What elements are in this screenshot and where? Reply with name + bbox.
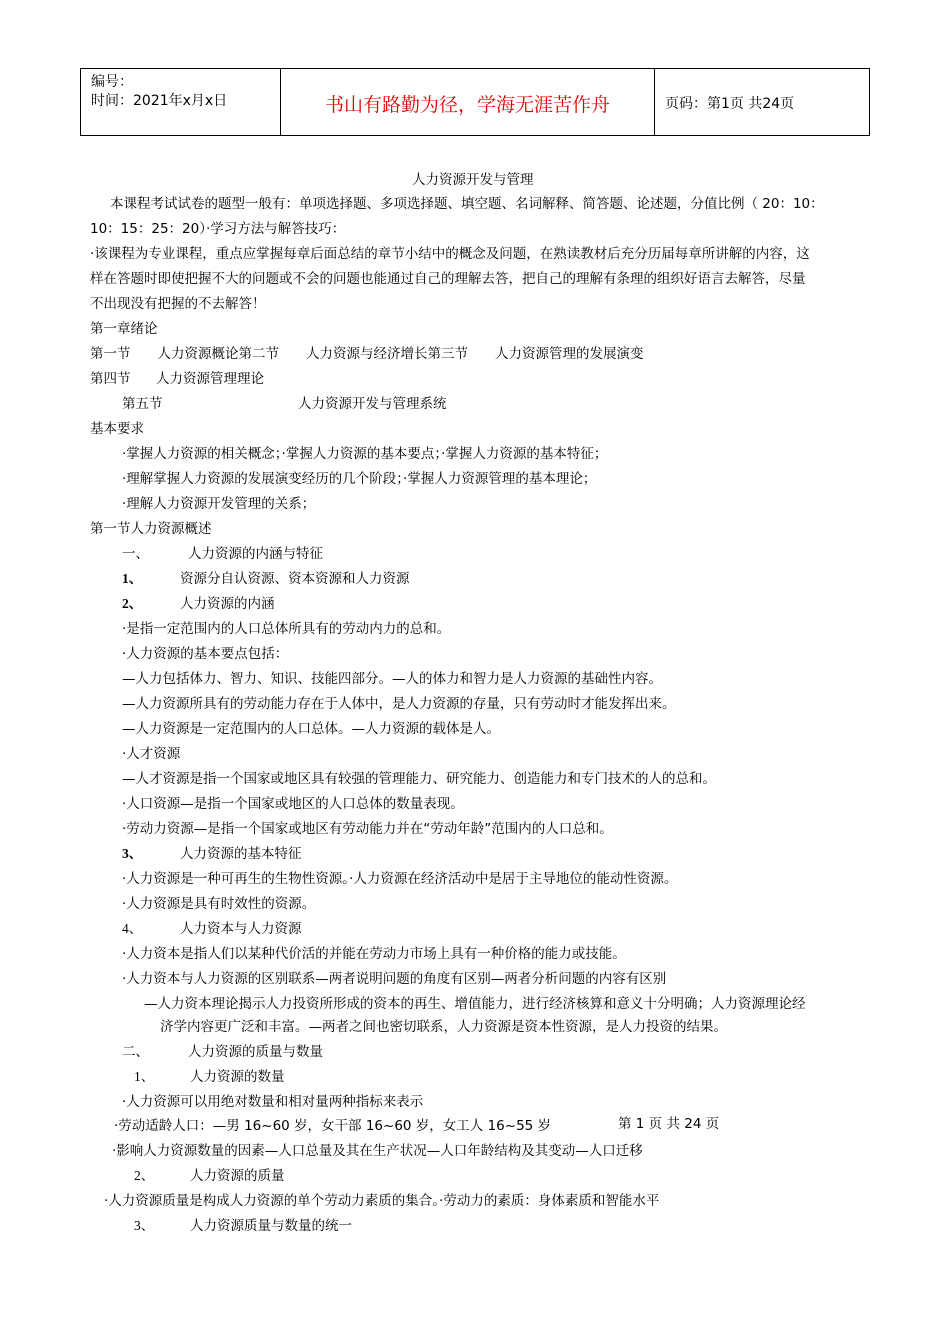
- tip-line-2: 样在答题时即使把握不大的问题或不会的问题也能通过自己的理解去答，把自己的理解有条理的组织好语言去解答，尽量: [90, 271, 806, 287]
- item-3-title: 人力资源的基本特征: [180, 846, 302, 862]
- feature-line-1: ·人力资源是一种可再生的生物性资源。·人力资源在经济活动中是居于主导地位的能动性资源。: [122, 871, 678, 887]
- quantity-item-1-title: 人力资源的数量: [190, 1069, 285, 1085]
- header-page-cell: [655, 69, 869, 135]
- talent-resource-label: ·人才资源: [122, 746, 181, 762]
- quantity-item-2-title: 人力资源的质量: [190, 1168, 285, 1184]
- capital-line-3a: —人力资本理论揭示人力投资所形成的资本的再生、增值能力，进行经济核算和意义十分明确；人力资源理论经: [144, 996, 806, 1012]
- tip-line-1: ·该课程为专业课程，重点应掌握每章后面总结的章节小结中的概念及问题，在熟读教材后充分历届每章所讲解的内容，这: [90, 246, 810, 262]
- intro-line-1: 本课程考试试卷的题型一般有：单项选择题、多项选择题、填空题、名词解释、简答题、论述题，分值比例（ 20：10：: [110, 196, 824, 212]
- sections-line: 第一节 人力资源概论第二节 人力资源与经济增长第三节 人力资源管理的发展演变: [90, 346, 644, 362]
- part-1-number: 一、: [122, 546, 149, 562]
- part-2-number: 二、: [122, 1044, 149, 1060]
- section-1-heading: 第一节人力资源概述: [90, 521, 212, 537]
- capital-line-1: ·人力资本是指人们以某种代价活的并能在劳动力市场上具有一种价格的能力或技能。: [122, 946, 626, 962]
- header-table: [80, 68, 870, 136]
- item-4-title: 人力资本与人力资源: [180, 921, 302, 937]
- capital-line-2: ·人力资本与人力资源的区别联系—两者说明问题的角度有区别—两者分析问题的内容有区别: [122, 971, 667, 987]
- page-indicator: 页码：第1页 共24页: [665, 96, 795, 112]
- requirement-line-3: ·理解人力资源开发管理的关系；: [122, 496, 316, 512]
- section-5-title: 人力资源开发与管理系统: [298, 396, 447, 412]
- talent-resource-definition: —人才资源是指一个国家或地区具有较强的管理能力、研究能力、创造能力和专门技术的人的总和。: [122, 771, 716, 787]
- chapter-heading: 第一章绪论: [90, 321, 158, 337]
- document-date: 时间：2021年x月x日: [91, 93, 228, 109]
- motto: 书山有路勤为径，学海无涯苦作舟: [324, 94, 610, 116]
- part-2-title: 人力资源的质量与数量: [188, 1044, 323, 1060]
- requirement-line-1: ·掌握人力资源的相关概念；·掌握人力资源的基本要点；·掌握人力资源的基本特征；: [122, 446, 608, 462]
- quantity-item-3-number: 3、: [134, 1218, 155, 1233]
- item-4-number: 4、: [122, 921, 143, 936]
- item-2-title: 人力资源的内涵: [180, 596, 275, 612]
- header-motto-cell: [281, 69, 655, 135]
- labor-resource-line: ·劳动力资源—是指一个国家或地区有劳动能力并在“劳动年龄”范围内的人口总和。: [122, 821, 613, 837]
- item-1-number: 1、: [122, 571, 143, 586]
- tip-line-3: 不出现没有把握的不去解答！: [90, 296, 266, 312]
- requirement-line-2: ·理解掌握人力资源的发展演变经历的几个阶段；·掌握人力资源管理的基本理论；: [122, 471, 597, 487]
- key-points-line: ·人力资源的基本要点包括：: [122, 646, 289, 662]
- quantity-item-3-title: 人力资源质量与数量的统一: [190, 1218, 352, 1234]
- definition-line: ·是指一定范围内的人口总体所具有的劳动内力的总和。: [122, 621, 451, 637]
- quality-line: ·人力资源质量是构成人力资源的单个劳动力素质的集合。·劳动力的素质：身体素质和智能水平: [104, 1193, 660, 1209]
- quantity-item-1-number: 1、: [134, 1069, 155, 1084]
- document-code: 编号：: [91, 74, 133, 90]
- footer-page-number: 第 1 页 共 24 页: [618, 1116, 720, 1132]
- population-resource-line: ·人口资源—是指一个国家或地区的人口总体的数量表现。: [122, 796, 464, 812]
- section-5-number: 第五节: [122, 396, 163, 412]
- key-point-3: —人力资源是一定范围内的人口总体。—人力资源的载体是人。: [122, 721, 500, 737]
- quantity-line: ·人力资源可以用绝对数量和相对量两种指标来表示: [122, 1094, 424, 1110]
- key-point-2: —人力资源所具有的劳动能力存在于人体中，是人力资源的存量，只有劳动时才能发挥出来。: [122, 696, 676, 712]
- item-3-number: 3、: [122, 846, 143, 861]
- requirements-heading: 基本要求: [90, 421, 144, 437]
- item-2-number: 2、: [122, 596, 143, 611]
- header-meta-cell: [81, 69, 281, 135]
- factors-line: ·影响人力资源数量的因素—人口总量及其在生产状况—人口年龄结构及其变动—人口迁移: [112, 1143, 643, 1159]
- feature-line-2: ·人力资源是具有时效性的资源。: [122, 896, 316, 912]
- document-title: 人力资源开发与管理: [412, 172, 534, 188]
- capital-line-3b: 济学内容更广泛和丰富。—两者之间也密切联系，人力资源是资本性资源，是人力投资的结果。: [160, 1019, 727, 1035]
- working-age-line: ·劳动适龄人口：—男 16~60 岁，女干部 16~60 岁，女工人 16~55 岁: [114, 1118, 552, 1134]
- section-4-title: 人力资源管理理论: [156, 371, 264, 387]
- part-1-title: 人力资源的内涵与特征: [188, 546, 323, 562]
- intro-line-2: 10：15：25：20）·学习方法与解答技巧：: [90, 221, 346, 237]
- key-point-1: —人力包括体力、智力、知识、技能四部分。—人的体力和智力是人力资源的基础性内容。: [122, 671, 662, 687]
- section-4-number: 第四节: [90, 371, 131, 387]
- quantity-item-2-number: 2、: [134, 1168, 155, 1183]
- item-1-title: 资源分自认资源、资本资源和人力资源: [180, 571, 410, 587]
